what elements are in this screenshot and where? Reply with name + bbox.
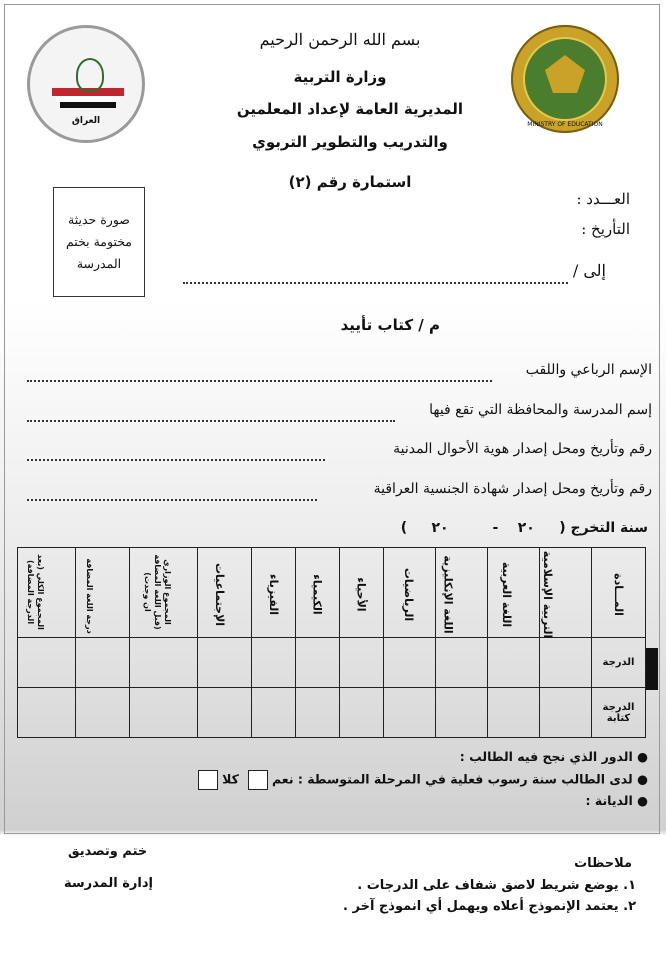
grades-table bbox=[17, 547, 646, 738]
grade-written-cell[interactable] bbox=[296, 688, 340, 738]
grade-cell[interactable] bbox=[252, 638, 296, 688]
header-subject: المـــادة bbox=[592, 548, 646, 638]
fail-year-text: لدى الطالب سنة رسوب فعلية في المرحلة المتوسطة : نعم bbox=[271, 771, 633, 787]
bullet-fail-year: ● لدى الطالب سنة رسوب فعلية في المرحلة المتوسطة : نعم كلا bbox=[198, 770, 648, 790]
grade-written-cell[interactable] bbox=[18, 688, 76, 738]
subject-line bbox=[300, 316, 440, 334]
grade-written-cell[interactable] bbox=[384, 688, 436, 738]
header-added-language: درجة اللغة المضافة bbox=[76, 548, 130, 638]
header-math: الرياضيات bbox=[384, 548, 436, 638]
field-full-name: الإسم الرباعي واللقب bbox=[525, 362, 652, 378]
grade-written-cell[interactable] bbox=[252, 688, 296, 738]
field-school: إسم المدرسة والمحافظة التي تقع فيها bbox=[429, 402, 652, 418]
directorate-name: المديرية العامة لإعداد المعلمين bbox=[236, 100, 464, 118]
graduation-dash: - bbox=[492, 520, 499, 536]
subject-prefix: م / bbox=[418, 316, 440, 334]
graduation-year-1: ٢٠ bbox=[517, 520, 535, 536]
header-ministerial-total: المجموع الوزاري (قبل اللغة المضافة ان وجدت) bbox=[130, 548, 198, 638]
photo-box-line-2: مختومة بختم bbox=[65, 234, 132, 249]
header-physics: الفيزياء bbox=[252, 548, 296, 638]
grade-written-cell[interactable] bbox=[488, 688, 540, 738]
ministry-name: وزارة التربية bbox=[293, 68, 387, 86]
grade-cell[interactable] bbox=[76, 638, 130, 688]
form-title: استمارة رقم (٢) bbox=[288, 173, 412, 191]
grade-cell[interactable] bbox=[384, 638, 436, 688]
graduation-year-2: ٢٠ bbox=[431, 520, 449, 536]
photo-box-line-1: صورة حديثة bbox=[68, 212, 130, 227]
table-row-grade-written bbox=[18, 688, 646, 738]
grade-written-cell[interactable] bbox=[76, 688, 130, 738]
bullet-pass-round: ● الدور الذي نجح فيه الطالب : bbox=[459, 749, 648, 764]
no-checkbox[interactable] bbox=[198, 770, 218, 790]
grade-cell[interactable] bbox=[488, 638, 540, 688]
civil-id-dotted-line[interactable] bbox=[27, 459, 325, 461]
ministry-seal-icon: MINISTRY OF EDUCATION bbox=[511, 25, 619, 133]
grade-cell[interactable] bbox=[296, 638, 340, 688]
directorate-name-2: والتدريب والتطوير التربوي bbox=[252, 133, 448, 151]
fine-arts-logo-icon bbox=[27, 25, 145, 143]
logo-bottom-text: العراق bbox=[71, 116, 101, 126]
header-english: اللغة الإنكليزية bbox=[436, 548, 488, 638]
subject-title: كتاب تأييد bbox=[340, 316, 414, 334]
grade-cell[interactable] bbox=[436, 638, 488, 688]
full-name-dotted-line[interactable] bbox=[27, 380, 492, 382]
notes-title: ملاحظات bbox=[574, 856, 632, 871]
to-dotted-line[interactable] bbox=[183, 282, 568, 284]
note-1: ١. يوضع شريط لاصق شفاف على الدرجات . bbox=[357, 878, 636, 893]
bullet-religion: ● الديانة : bbox=[585, 793, 648, 808]
school-dotted-line[interactable] bbox=[27, 420, 395, 422]
date-label: التأريخ : bbox=[581, 220, 630, 238]
school-admin-label: إدارة المدرسة bbox=[64, 876, 153, 891]
table-header-row bbox=[18, 548, 646, 638]
grade-cell[interactable] bbox=[540, 638, 592, 688]
header-grand-total: المجموع الكلي (بعد الدرجة المضافة) bbox=[18, 548, 76, 638]
header-arabic: اللغة العربية bbox=[488, 548, 540, 638]
header-biology: الأحياء bbox=[340, 548, 384, 638]
graduation-label: سنة التخرج ( bbox=[559, 520, 648, 536]
grade-cell[interactable] bbox=[340, 638, 384, 688]
header-social: الإجتماعيات bbox=[198, 548, 252, 638]
nationality-dotted-line[interactable] bbox=[27, 499, 317, 501]
grade-cell[interactable] bbox=[198, 638, 252, 688]
graduation-close: ) bbox=[400, 520, 408, 536]
grade-written-cell[interactable] bbox=[540, 688, 592, 738]
table-row-grade bbox=[18, 638, 646, 688]
to-label: إلى / bbox=[572, 261, 606, 280]
field-nationality-cert: رقم وتأريخ ومحل إصدار شهادة الجنسية العراقية bbox=[373, 481, 652, 497]
photo-box-line-3: المدرسة bbox=[76, 256, 122, 271]
grade-cell[interactable] bbox=[130, 638, 198, 688]
edge-mark bbox=[646, 648, 658, 690]
grade-written-cell[interactable] bbox=[436, 688, 488, 738]
graduation-year bbox=[401, 520, 648, 536]
row-label-grade: الدرجة bbox=[592, 638, 646, 688]
yes-checkbox[interactable] bbox=[248, 770, 268, 790]
row-label-grade-written: الدرجة كتابة bbox=[592, 688, 646, 738]
note-2: ٢. يعتمد الإنموذج أعلاه ويهمل أي انموذج آخر . bbox=[343, 899, 636, 914]
no-label: كلا bbox=[222, 771, 239, 787]
pass-round-text: الدور الذي نجح فيه الطالب : bbox=[459, 749, 633, 764]
stamp-label: ختم وتصديق bbox=[68, 844, 148, 859]
number-label: العـــدد : bbox=[576, 190, 630, 208]
religion-text: الديانة : bbox=[585, 793, 633, 808]
photo-box bbox=[53, 187, 145, 297]
basmala: بسم الله الرحمن الرحيم bbox=[259, 30, 421, 49]
grade-cell[interactable] bbox=[18, 638, 76, 688]
field-civil-id: رقم وتأريخ ومحل إصدار هوية الأحوال المدنية bbox=[393, 441, 652, 457]
header-islamic: التربية الإسلامية bbox=[540, 548, 592, 638]
header-chemistry: الكيمياء bbox=[296, 548, 340, 638]
grade-written-cell[interactable] bbox=[198, 688, 252, 738]
grade-written-cell[interactable] bbox=[130, 688, 198, 738]
grade-written-cell[interactable] bbox=[340, 688, 384, 738]
